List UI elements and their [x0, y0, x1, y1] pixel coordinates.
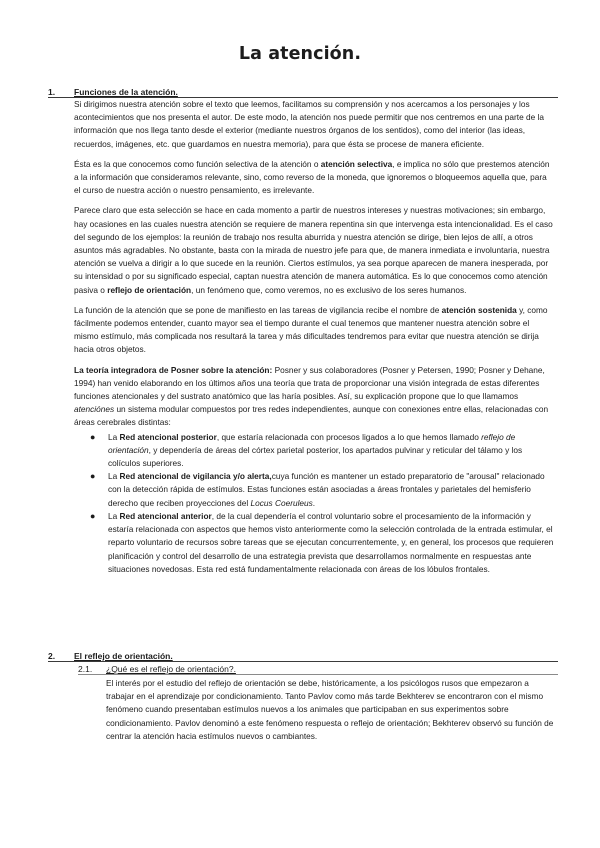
list-item — [86, 510, 554, 576]
section-1-number: 1. — [48, 87, 56, 97]
section-1-body — [74, 98, 554, 576]
text-run: Ésta es la que conocemos como función selectiva de la atención o — [74, 158, 321, 169]
text-run: cuya función es mantener un estado preparatorio de "arousal" relacionado con la detección rápida de estímulos. Estas funciones están asociadas a áreas frontales y parietales del hemisferio derecho que reciben proyecciones del — [108, 471, 545, 508]
italic-term: reflejo de orientación — [108, 431, 516, 455]
paragraph: El interés por el estudio del reflejo de orientación se debe, históricamente, a los psicólogos rusos que empezaron a trabajar en el aprendizaje por condicionamiento. Tanto Pavlov como más tarde Bekhterev se encontraron con el mismo fenómeno cuando presentaban estímulos nuevos a los animales que participaban en sus experimentos sobre condicionamiento. Pavlov denominó a este fenómeno respuesta o reflejo de orientación; Bekhterev observó su función de centrar la atención hacia estímulos nuevos o cambiantes. — [106, 678, 554, 741]
subsection-rule — [78, 674, 558, 675]
text-run: La — [108, 471, 120, 482]
text-run: y, como fácilmente podemos entender, cuanto mayor sea el tiempo durante el cual tenemos que mantener nuestra atención sobre el mismo estímulo, más complicada nos resultará la tarea y más dificultades tendremos para evitar que nuestra atención se dirija hacia otros objetos. — [74, 304, 548, 355]
italic-term: Locus Coeruleus — [250, 497, 313, 508]
paragraph: Si dirigimos nuestra atención sobre el texto que leemos, facilitamos su comprensión y nos acercamos a los personajes y los acontecimientos que nos presenta el autor. De este modo, la atención nos puede permitir que nos centremos en una parte de la información que nos llega tanto desde el exterior (mediante nuestros órganos de los sentidos), como del interior (las ideas, recuerdos, imágenes, etc. que guardamos en nuestra memoria), para que ésta se procese de manera eficiente. — [74, 99, 544, 149]
text-run: , un fenómeno que, como veremos, no es exclusivo de los seres humanos. — [191, 284, 467, 295]
text-run: . — [312, 497, 316, 508]
bullet-list — [86, 431, 554, 576]
bullet-icon: ● — [90, 510, 96, 521]
section-2-number: 2. — [48, 651, 56, 661]
text-run: La — [108, 431, 120, 442]
text-run: Posner y sus colaboradores (Posner y Petersen, 1990; Posner y Dehane, 1994) han venido elaborando en los últimos años una teoría que trata de proporcionar una visión integrada de estas diferentes funciones atencionales y del sustrato anatómico que las haría posibles. Así, su explicación propone que lo que llamamos — [74, 364, 545, 402]
bold-term: atención selectiva — [320, 158, 393, 169]
section-2-rule — [48, 661, 558, 662]
text-run: , e implica no sólo que prestemos atención a la información que consideramos relevante, sino, como reverso de la moneda, que ignoremos o bloqueemos aquella que, para el curso de nuestra acción o nuestro pensamiento, es irrelevante. — [74, 158, 550, 196]
section-2-body — [106, 677, 554, 743]
subsection-number: 2.1. — [78, 664, 93, 674]
text-run: La función de la atención que se pone de manifiesto en las tareas de vigilancia recibe el nombre de — [74, 304, 442, 315]
italic-term: atenciónes — [74, 404, 115, 415]
bold-term: Red atencional anterior — [119, 510, 212, 521]
paragraph — [74, 364, 554, 430]
text-run: La — [108, 510, 120, 521]
page-title: La atención. — [238, 44, 362, 64]
list-item — [86, 470, 554, 510]
subsection-heading: ¿Qué es el reflejo de orientación?. — [106, 664, 236, 674]
paragraph — [74, 204, 554, 296]
text-run: , que estaría relacionada con procesos ligados a lo que hemos llamado — [216, 431, 482, 442]
paragraph — [74, 158, 554, 198]
section-2-heading: El reflejo de orientación. — [74, 651, 173, 661]
bullet-icon: ● — [90, 471, 96, 482]
bold-term: Red atencional de vigilancia y/o alerta, — [119, 471, 272, 482]
section-1-heading: Funciones de la atención. — [74, 87, 178, 97]
paragraph — [74, 304, 554, 357]
text-run: , de la cual dependería el control voluntario sobre el procesamiento de la información y estaría relacionada con aspectos que hemos visto anteriormente como la selección controlada de la entrada estimular, el reparto voluntario de recursos sobre tareas que se ejecutan concurrentemente, y, en general, los procesos que requieren planificación y control del desarrollo de una estrategia prevista que desarrollamos normalmente en respuestas ante situaciones novedosas. Esta red está fundamentalmente relacionada con áreas de los lóbulos frontales. — [108, 510, 554, 574]
text-run: Parece claro que esta selección se hace en cada momento a partir de nuestros intereses y nuestras motivaciones; sin embargo, hay ocasiones en las cuales nuestra atención se requiere de manera repentina sin que intervenga esta intencionalidad. Es el caso del segundo de los ejemplos: la reunión de trabajo nos resulta aburrida y nuestra atención se dirige, bien lejos de allí, a otros asuntos más agradables. No obstante, basta con la mirada de nuestro jefe para que, de manera inmediata e involuntaria, nuestra atención se vuelva a dirigir a lo que sucede en la reunión. Ciertos estímulos, ya sea porque aparecen de manera inesperada, por su intensidad o por su significado especial, captan nuestra atención de manera automática. Es lo que conocemos como atención pasiva o — [74, 205, 553, 295]
list-item — [86, 431, 554, 471]
bold-term: reflejo de orientación — [107, 284, 192, 295]
text-run: un sistema modular compuestos por tres redes independientes, aunque con conexiones entre ellas, relacionadas con áreas cerebrales distintas: — [74, 404, 549, 428]
bold-term: atención sostenida — [441, 304, 517, 315]
bold-term: Red atencional posterior — [119, 431, 217, 442]
bullet-icon: ● — [90, 431, 96, 442]
bold-term: La teoría integradora de Posner sobre la atención: — [74, 364, 273, 375]
text-run: , y dependería de áreas del córtex parietal posterior, los apartados pulvinar y reticular del tálamo y los colículos superiores. — [108, 444, 523, 469]
